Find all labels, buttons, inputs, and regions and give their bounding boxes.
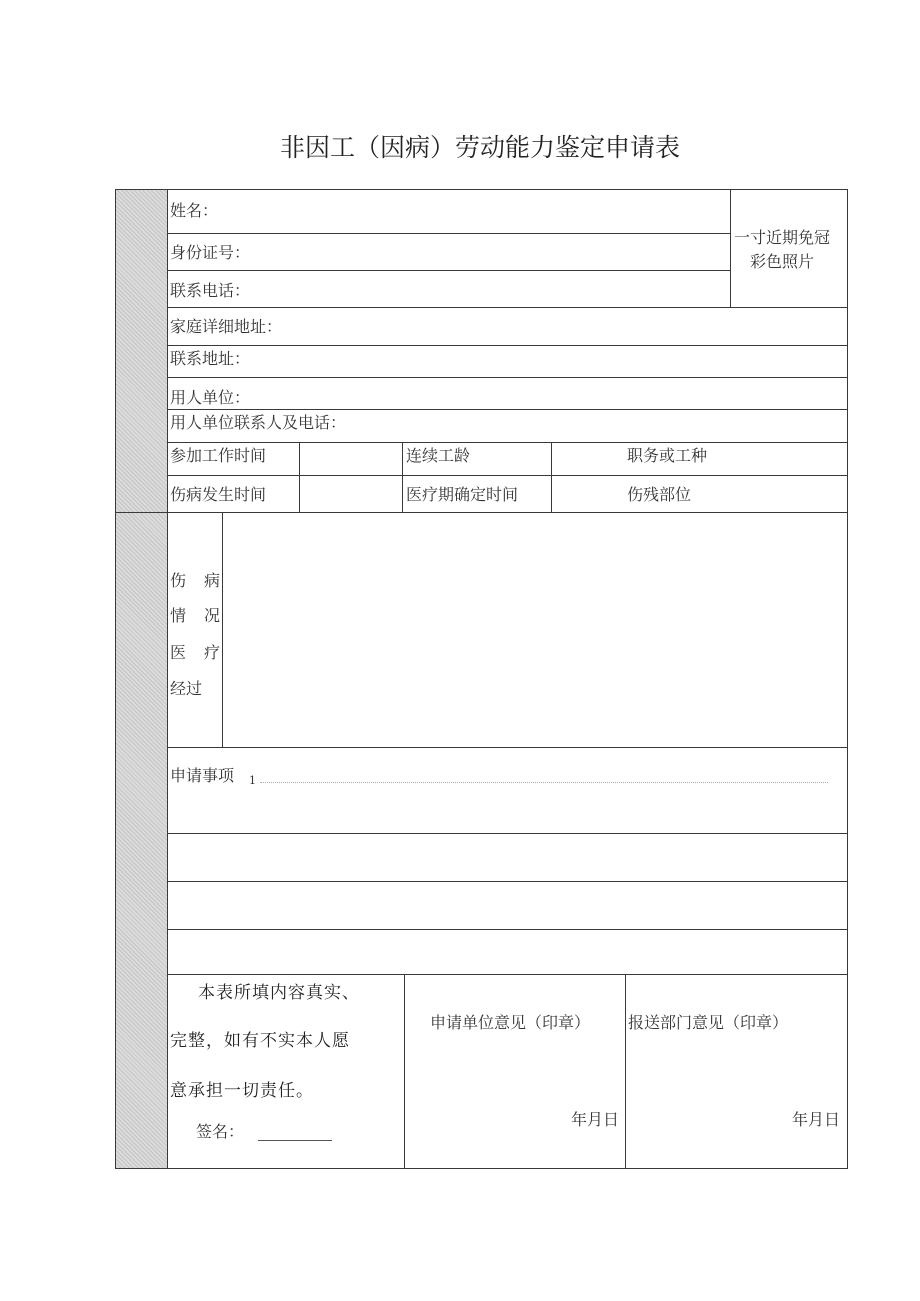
medical-history-field[interactable]	[224, 514, 846, 746]
medical-label-char: 伤	[170, 571, 187, 590]
row-line	[167, 881, 847, 882]
medical-label-divider	[222, 512, 223, 747]
table-border-left	[115, 189, 116, 1169]
row-line	[167, 233, 730, 234]
section-line	[167, 974, 847, 975]
start-work-time-label: 参加工作时间	[170, 446, 267, 465]
margin-column-divider	[167, 189, 168, 1169]
col-divider	[625, 974, 626, 1169]
row-line	[167, 377, 847, 378]
table-border-top	[115, 189, 848, 190]
application-marker: 1	[249, 774, 256, 787]
page-title: 非因工（因病）劳动能力鉴定申请表	[279, 133, 680, 162]
declaration-line3: 意承担一切责任。	[170, 1081, 314, 1101]
medical-label-char: 况	[204, 606, 221, 625]
declaration-line2: 完整，如有不实本人愿	[170, 1031, 350, 1051]
illness-time-label: 伤病发生时间	[170, 485, 267, 504]
application-input-line[interactable]	[260, 782, 828, 783]
employer-field[interactable]: 用人单位：	[170, 388, 251, 407]
contact-address-field[interactable]: 联系地址：	[170, 349, 251, 368]
row-line	[167, 307, 847, 308]
row-line	[167, 409, 847, 410]
name-field[interactable]: 姓名：	[170, 201, 219, 220]
photo-label-line2: 彩色照片	[750, 252, 815, 271]
col-divider	[299, 442, 300, 513]
signature-label: 签名：	[196, 1122, 245, 1141]
unit-opinion-label: 申请单位意见（印章）	[430, 1013, 591, 1032]
left-margin-top	[116, 190, 167, 512]
disability-part-label: 伤残部位	[627, 485, 692, 504]
signature-line[interactable]	[258, 1140, 332, 1141]
medical-label-char: 疗	[204, 643, 221, 662]
treatment-period-label: 医疗期确定时间	[406, 485, 519, 504]
position-label: 职务或工种	[627, 446, 708, 465]
row-line	[167, 833, 847, 834]
left-margin-bottom	[116, 513, 167, 1168]
phone-field[interactable]: 联系电话：	[170, 281, 251, 300]
section-line	[167, 747, 847, 748]
row-line	[167, 475, 847, 476]
photo-box-divider	[730, 189, 731, 308]
row-line	[167, 345, 847, 346]
row-line	[167, 442, 847, 443]
dept-opinion-date: 年月日	[792, 1110, 841, 1129]
col-divider	[404, 974, 405, 1169]
col-divider	[402, 442, 403, 513]
employer-contact-field[interactable]: 用人单位联系人及电话：	[170, 413, 347, 432]
table-border-bottom	[115, 1168, 848, 1169]
application-label: 申请事项	[170, 766, 235, 785]
section-line	[115, 512, 848, 513]
home-address-field[interactable]: 家庭详细地址：	[170, 317, 283, 336]
declaration-line1: 本表所填内容真实、	[198, 983, 360, 1003]
table-border-right	[847, 189, 848, 1169]
continuous-service-label: 连续工龄	[406, 446, 471, 465]
medical-label-char: 情	[170, 606, 187, 625]
medical-label-char: 经过	[170, 679, 203, 698]
medical-label-char: 病	[204, 571, 221, 590]
unit-opinion-date: 年月日	[571, 1110, 620, 1129]
medical-label-char: 医	[170, 643, 187, 662]
col-divider	[551, 442, 552, 513]
row-line	[167, 929, 847, 930]
photo-label-line1: 一寸近期免冠	[734, 228, 831, 247]
row-line	[167, 270, 730, 271]
dept-opinion-label: 报送部门意见（印章）	[628, 1013, 789, 1032]
id-number-field[interactable]: 身份证号：	[170, 243, 251, 262]
